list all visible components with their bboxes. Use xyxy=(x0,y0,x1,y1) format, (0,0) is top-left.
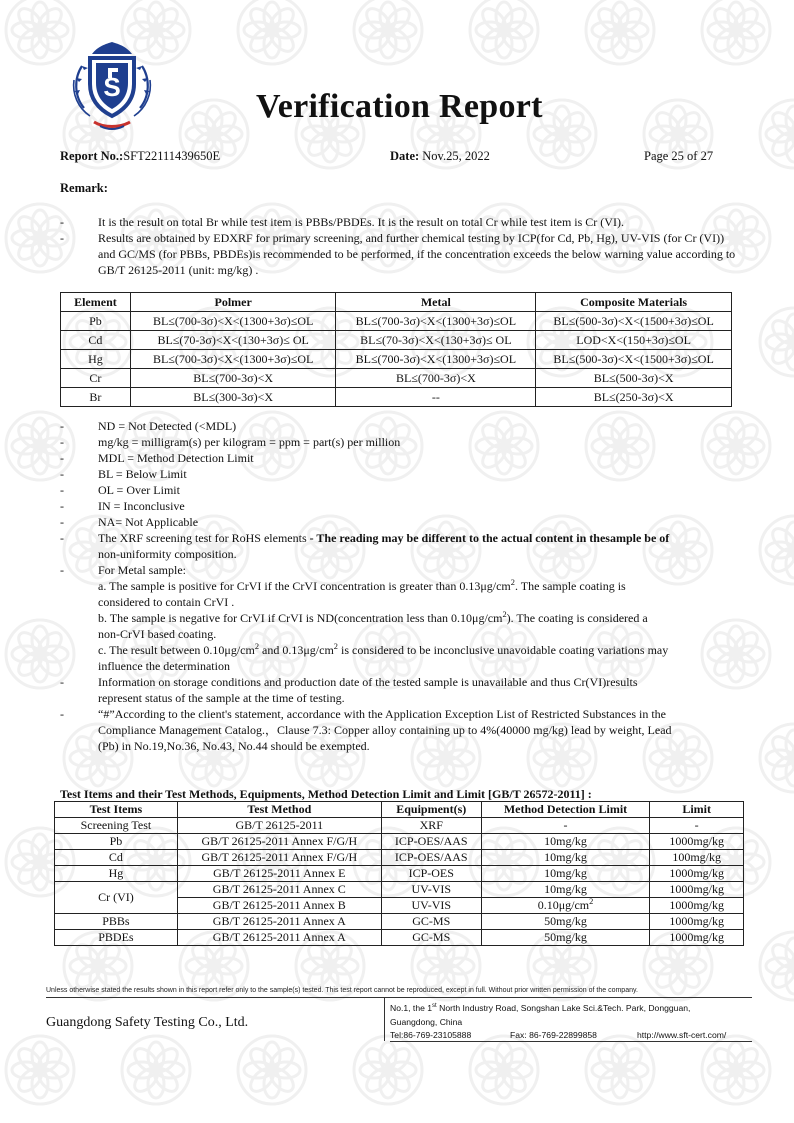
table-row: Cr (VI) GB/T 26125-2011 Annex C UV-VIS 10mg/kg 1000mg/kg xyxy=(55,882,744,898)
column-header: Limit xyxy=(650,802,744,818)
company-name: Guangdong Safety Testing Co., Ltd. xyxy=(46,1015,249,1030)
table-header-row xyxy=(61,293,732,312)
table-row: PBBs GB/T 26125-2011 Annex A GC-MS 50mg/kg 1000mg/kg xyxy=(55,914,744,930)
column-header: Metal xyxy=(336,293,536,312)
footer-divider xyxy=(384,997,385,1041)
company-address: No.1, the 1st North Industry Road, Songshan Lake Sci.&Tech. Park, Dongguan, xyxy=(390,1003,691,1013)
report-title: Verification Report xyxy=(256,88,543,125)
table-row: Hg BL≤(700-3σ)<X<(1300+3σ)≤OL BL≤(700-3σ)<X<(1300+3σ)≤OL BL≤(500-3σ)<X<(1500+3σ)≤OL xyxy=(61,350,732,369)
warning-limits-table xyxy=(60,292,732,407)
table-row: PBDEs GB/T 26125-2011 Annex A GC-MS 50mg/kg 1000mg/kg xyxy=(55,930,744,946)
table-row: Hg GB/T 26125-2011 Annex E ICP-OES 10mg/kg 1000mg/kg xyxy=(55,866,744,882)
svg-text:S: S xyxy=(103,72,121,102)
column-header: Test Items xyxy=(55,802,178,818)
table-row: Cd BL≤(70-3σ)<X<(130+3σ)≤ OL BL≤(70-3σ)<X<(130+3σ)≤ OL LOD<X<(150+3σ)≤OL xyxy=(61,331,732,350)
table-row: Br BL≤(300-3σ)<X -- BL≤(250-3σ)<X xyxy=(61,388,732,407)
footer-divider xyxy=(46,997,752,998)
report-date: Date: Nov.25, 2022 xyxy=(390,149,490,163)
report-number: Report No.:SFT22111439650E xyxy=(60,149,221,163)
column-header: Polmer xyxy=(130,293,336,312)
report-page: S Verification Report Report No.:SFT22111439650E Date: Nov.25, 2022 Page 25 of 27 Remark: - It is the result on total Br while test item is PBBs/PBDEs. It is the result on total Cr while test item is Cr (VI). - Results are obtained by EDXRF for primary screening, and further chemical testing by ICP(for Cd, Pb, Hg), UV-VIS (for Cr (VI)) and GC/MS (for PBBs, PBDEs)is recommended to be performed, if the concentration exceeds the below warning value according to GB/T 26125-2011 (unit: mg/kg) . Element Polmer Metal Composite Materials Pb BL≤(700-3σ)<X<(1300+3σ)≤OL BL≤(700-3σ)<X<(1300+3σ)≤OL BL≤(500-3σ)<X<(1500+3σ)≤OL Cd BL≤(70-3σ)<X<(130+3σ)≤ OL BL≤(70-3σ)<X<(130+3σ)≤ OL LOD<X<(150+3σ)≤OL Hg BL≤(700-3σ)<X<(1300+3σ)≤OL BL≤(700-3σ)<X<(1300+3σ)≤OL BL≤(500-3σ)<X<(1500+3σ)≤OL Cr BL≤(700-3σ)<X BL≤(700-3σ)<X BL≤(500-3σ)<X Br BL≤(300-3σ)<X -- BL≤(250-3σ)<X - ND = Not Detected (<MDL) - mg/kg = milligram(s) per kilogram = ppm = part(s) per million - MDL = Method Detection Limit - BL = Below Limit - OL = Over Limit - IN = Inconclusive - NA= Not Applicable - The XRF screening test for RoHS elements - The reading may be different to the actual content in thesample be of non-uniformity composition. - For Metal sample: a. The sample is positive for CrVI if the CrVI concentration is greater than $0.13\mu g/cm^2$. The sample coating is considered to contain CrVI . b. The sample is negative for CrVI if CrVI is ND(concentration less than $0.10\mu g/cm^2$). The coating is considered a non-CrVI based coating. c. The result between $0.10\mu g/cm^2$ and $0.13\mu g/cm^2$ is considered to be inconclusive unavoidable coating variations may influence the determination - Information on storage conditions and production date of the tested sample is unavailable and thus Cr(VI)results represent status of the sample at the time of testing. - “#”According to the client's statement, accordance with the Application Exception List of Restricted Substances in the Compliance Management Catalog.，Clause 7.3: Copper alloy containing up to 4%(40000 mg/kg) lead by weight, Lead (Pb) in No.19,No.36, No.43, No.44 should be exempted. Test Items and their Test Methods, Equipments, Method Detection Limit and Limit [GB/T 26572-2011] : Test Items Test Method Equipment(s) Method Detection Limit Limit Screening Test GB/T 26125-2011 XRF - - Pb GB/T 26125-2011 Annex F/G/H ICP-OES/AAS 10mg/kg 1000mg/kg Cd GB/T 26125-2011 Annex F/G/H ICP-OES/AAS 10mg/kg 100mg/kg Hg GB/T 26125-2011 Annex E ICP-OES 10mg/kg 1000mg/kg Cr (VI) GB/T 26125-2011 Annex C UV-VIS 10mg/kg 1000mg/kg GB/T 26125-2011 Annex B UV-VIS $0.10\mu g/cm^2$ 1000mg/kg PBBs GB/T 26125-2011 Annex A GC-MS 50mg/kg 1000mg/kg PBDEs GB/T 26125-2011 Annex A GC-MS 50mg/kg 1000mg/kg Unless otherwise stated the results shown in this report refer only to the sample(s) tested. This test report cannot be reproduced, except in full. Without prior written permission of the company. Guangdong Safety Testing Co., Ltd. No.1, the 1st North Industry Road, Songshan Lake Sci.&Tech. Park, Dongguan, Guangdong, China Tel:86-769-23105888 Fax: 86-769-22899858 http://www.sft-cert.com/ xyxy=(0,0,794,1123)
table-header-row xyxy=(55,802,744,818)
table-row: Screening Test GB/T 26125-2011 XRF - - xyxy=(55,818,744,834)
remark-heading: Remark: xyxy=(60,181,108,195)
column-header: Composite Materials xyxy=(536,293,732,312)
table-row: Cd GB/T 26125-2011 Annex F/G/H ICP-OES/AAS 10mg/kg 100mg/kg xyxy=(55,850,744,866)
company-phone: Tel:86-769-23105888 xyxy=(390,1030,472,1040)
footer-divider xyxy=(390,1041,752,1042)
column-header: Equipment(s) xyxy=(381,802,481,818)
methods-table-title: Test Items and their Test Methods, Equipments, Method Detection Limit and Limit [GB/T 26572-2011] : xyxy=(60,787,592,801)
column-header: Method Detection Limit xyxy=(481,802,650,818)
company-logo-icon xyxy=(64,38,160,134)
company-fax: Fax: 86-769-22899858 xyxy=(510,1030,597,1040)
page-number: Page 25 of 27 xyxy=(644,149,714,163)
table-row: Cr BL≤(700-3σ)<X BL≤(700-3σ)<X BL≤(500-3σ)<X xyxy=(61,369,732,388)
table-row: GB/T 26125-2011 Annex B UV-VIS $0.10\mu g/cm^2$ 1000mg/kg xyxy=(55,898,744,914)
company-website[interactable]: http://www.sft-cert.com/ xyxy=(637,1030,727,1040)
column-header: Test Method xyxy=(177,802,381,818)
table-row: Pb GB/T 26125-2011 Annex F/G/H ICP-OES/AAS 10mg/kg 1000mg/kg xyxy=(55,834,744,850)
footer-disclaimer: Unless otherwise stated the results shown in this report refer only to the sample(s) tested. This test report cannot be reproduced, except in full. Without prior written permission of the company. xyxy=(46,987,638,994)
company-address-region: Guangdong, China xyxy=(390,1017,463,1027)
column-header: Element xyxy=(61,293,131,312)
test-methods-table xyxy=(54,801,744,946)
table-row: Pb BL≤(700-3σ)<X<(1300+3σ)≤OL BL≤(700-3σ)<X<(1300+3σ)≤OL BL≤(500-3σ)<X<(1500+3σ)≤OL xyxy=(61,312,732,331)
